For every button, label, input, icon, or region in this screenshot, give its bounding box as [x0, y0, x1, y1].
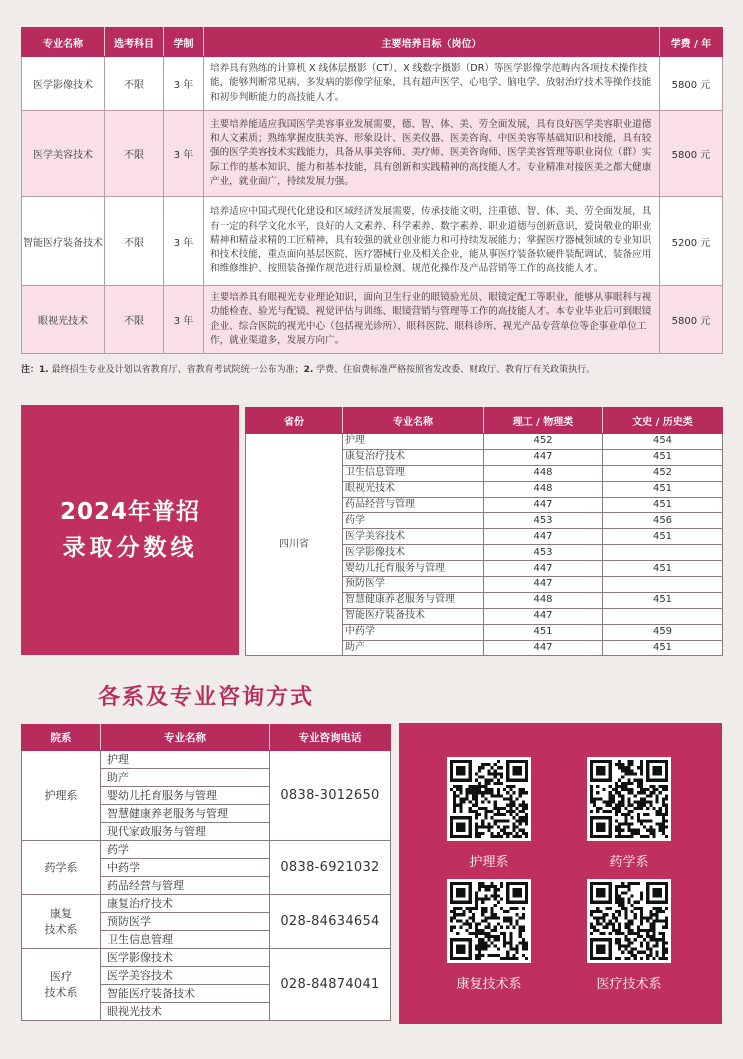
arts-score: 452	[603, 465, 723, 481]
major-cell: 卫生信息管理	[101, 931, 270, 949]
major-cell: 药学	[343, 513, 484, 529]
program-years: 3 年	[164, 111, 204, 197]
arts-score: 451	[603, 497, 723, 513]
table-row	[22, 949, 391, 967]
major-cell: 医学影像技术	[343, 545, 484, 561]
footnote-num-1: 1.	[39, 365, 49, 375]
arts-score: 451	[603, 640, 723, 656]
qr-card-medtech	[559, 879, 699, 992]
major-cell: 医学美容技术	[343, 529, 484, 545]
arts-score: 451	[603, 449, 723, 465]
program-goal: 培养具有熟练的计算机 X 线体层摄影（CT）、X 线数字摄影（DR）等医学影像学范畴内各项技术操作技能，能够判断常见病、多发病的影像学征象，具有超声医学、心电学、脑电学、放射治疗技术等操作技能和初步判断能力的高技能人才。	[204, 57, 660, 111]
major-cell: 婴幼儿托育服务与管理	[343, 561, 484, 577]
qr-pattern	[590, 882, 668, 960]
dept-cell: 康复 技术系	[22, 895, 101, 949]
footnote-text-1: 最终招生专业及计划以省教育厅、省教育考试院统一公布为准；	[48, 365, 304, 375]
science-score: 453	[484, 545, 603, 561]
science-score: 447	[484, 640, 603, 656]
science-score: 447	[484, 529, 603, 545]
program-fee: 5800 元	[660, 57, 723, 111]
table-row	[22, 841, 391, 859]
qr-code-icon[interactable]	[447, 879, 531, 963]
qr-pattern	[450, 760, 528, 838]
contact-table	[21, 724, 391, 1021]
major-cell: 康复治疗技术	[343, 449, 484, 465]
header-phone: 专业咨询电话	[270, 725, 391, 751]
qr-card-pharmacy	[559, 757, 699, 870]
header-subject: 选考科目	[105, 28, 164, 57]
qr-code-icon[interactable]	[587, 879, 671, 963]
arts-score	[603, 608, 723, 624]
program-subject: 不限	[105, 111, 164, 197]
program-years: 3 年	[164, 57, 204, 111]
arts-score: 451	[603, 529, 723, 545]
table-row	[22, 111, 723, 197]
program-fee: 5800 元	[660, 111, 723, 197]
table-row	[22, 751, 391, 769]
science-score: 447	[484, 449, 603, 465]
science-score: 448	[484, 481, 603, 497]
major-cell: 医学美容技术	[101, 967, 270, 985]
table-row	[246, 434, 723, 450]
score-table	[245, 407, 723, 656]
science-score: 447	[484, 608, 603, 624]
science-score: 448	[484, 465, 603, 481]
header-science: 理工 / 物理类	[484, 408, 603, 434]
header-province: 省份	[246, 408, 343, 434]
qr-pattern	[450, 882, 528, 960]
major-cell: 康复治疗技术	[101, 895, 270, 913]
arts-score	[603, 577, 723, 593]
program-name: 智能医疗装备技术	[22, 197, 105, 286]
qr-pattern	[590, 760, 668, 838]
arts-score: 451	[603, 481, 723, 497]
major-cell: 眼视光技术	[101, 1003, 270, 1021]
program-subject: 不限	[105, 286, 164, 354]
footnote	[21, 362, 741, 375]
major-cell: 卫生信息管理	[343, 465, 484, 481]
program-name: 医学影像技术	[22, 57, 105, 111]
header-years: 学制	[164, 28, 204, 57]
program-name: 医学美容技术	[22, 111, 105, 197]
science-score: 452	[484, 434, 603, 450]
phone-cell: 0838-6921032	[270, 841, 391, 895]
major-cell: 药品经营与管理	[101, 877, 270, 895]
major-cell: 预防医学	[101, 913, 270, 931]
qr-label: 护理系	[469, 855, 509, 870]
arts-score: 454	[603, 434, 723, 450]
qr-code-icon[interactable]	[447, 757, 531, 841]
qr-panel	[399, 723, 722, 1024]
footnote-num-2: 2.	[303, 365, 314, 375]
science-score: 447	[484, 497, 603, 513]
header-major: 专业名称	[101, 725, 270, 751]
major-cell: 中药学	[101, 859, 270, 877]
table-row	[22, 286, 723, 354]
qr-card-rehab	[419, 879, 559, 992]
science-score: 447	[484, 561, 603, 577]
contact-table-header	[22, 725, 391, 751]
qr-label: 康复技术系	[456, 977, 522, 992]
major-cell: 眼视光技术	[343, 481, 484, 497]
major-cell: 医学影像技术	[101, 949, 270, 967]
header-fee: 学费 / 年	[660, 28, 723, 57]
science-score: 448	[484, 592, 603, 608]
qr-code-icon[interactable]	[587, 757, 671, 841]
major-cell: 现代家政服务与管理	[101, 823, 270, 841]
footnote-text-2: 学费、住宿费标准严格按照省发改委、财政厅、教育厅有关政策执行。	[313, 365, 596, 375]
science-score: 453	[484, 513, 603, 529]
science-score: 447	[484, 577, 603, 593]
arts-score	[603, 545, 723, 561]
phone-cell: 0838-3012650	[270, 751, 391, 841]
qr-card-nursing	[419, 757, 559, 870]
major-cell: 药品经营与管理	[343, 497, 484, 513]
major-cell: 护理	[101, 751, 270, 769]
table-row	[22, 197, 723, 286]
program-goal: 主要培养具有眼视光专业理论知识，面向卫生行业的眼镜验光员、眼镜定配工等职业，能够从事眼科与视功能检查、验光与配镜、视觉评估与训练、眼镜营销与管理等工作的高技能人才。本专业毕业后可到眼镜企业、综合医院的视光中心（包括视光诊所）、眼科医院、眼科诊所、视光产品专营单位等企事业单位工作，就业渠道多，发展方向广。	[204, 286, 660, 354]
major-cell: 中药学	[343, 624, 484, 640]
score-title-line2: 录取分数线	[62, 535, 198, 561]
program-subject: 不限	[105, 197, 164, 286]
footnote-prefix: 注：	[21, 365, 40, 375]
program-table	[21, 27, 723, 354]
program-table-header	[22, 28, 723, 57]
program-goal: 培养适应中国式现代化建设和区域经济发展需要，传承技能文明，注重德、智、体、美、劳全面发展，具有一定的科学文化水平，良好的人文素养、科学素养、数字素养、职业道德与创新意识，爱岗敬业的职业精神和精益求精的工匠精神，具有较强的就业创业能力和可持续发展能力；掌握医疗器械领域的专业知识和技术技能，重点面向基层医院、医疗器械行业及相关企业，能从事医疗装备软硬件装配调试、装备应用和维修维护、按照装备操作规范进行质量检测、规范化操作及产品营销等工作的高技能人才。	[204, 197, 660, 286]
major-cell: 智能医疗装备技术	[343, 608, 484, 624]
major-cell: 预防医学	[343, 577, 484, 593]
arts-score: 456	[603, 513, 723, 529]
arts-score: 451	[603, 561, 723, 577]
major-cell: 护理	[343, 434, 484, 450]
major-cell: 婴幼儿托育服务与管理	[101, 787, 270, 805]
table-row	[22, 895, 391, 913]
dept-cell: 药学系	[22, 841, 101, 895]
major-cell: 智能医疗装备技术	[101, 985, 270, 1003]
table-row	[22, 57, 723, 111]
major-cell: 药学	[101, 841, 270, 859]
header-major: 专业名称	[22, 28, 105, 57]
header-goal: 主要培养目标（岗位）	[204, 28, 660, 57]
arts-score: 451	[603, 592, 723, 608]
qr-label: 医疗技术系	[596, 977, 662, 992]
program-subject: 不限	[105, 57, 164, 111]
program-fee: 5800 元	[660, 286, 723, 354]
phone-cell: 028-84634654	[270, 895, 391, 949]
dept-cell: 护理系	[22, 751, 101, 841]
program-fee: 5200 元	[660, 197, 723, 286]
header-major: 专业名称	[343, 408, 484, 434]
dept-cell: 医疗 技术系	[22, 949, 101, 1021]
science-score: 451	[484, 624, 603, 640]
program-name: 眼视光技术	[22, 286, 105, 354]
program-years: 3 年	[164, 286, 204, 354]
major-cell: 智慧健康养老服务与管理	[101, 805, 270, 823]
program-goal: 主要培养能适应我国医学美容事业发展需要，德、智、体、美、劳全面发展，具有良好医学美容职业道德和人文素质；熟练掌握皮肤美容、形象设计、医美仪器、医美咨询、中医美容等基础知识和技能，具有较强的医学美容技术实践能力，具备从事美容师、美疗师、医美咨询师、医学美容管理等职业岗位（群）实际工作的基本知识、能力和基本技能，具有创新和实践精神的高技能人才。专业精准对接医美之都大健康产业，就业面广，持续发展力强。	[204, 111, 660, 197]
phone-cell: 028-84874041	[270, 949, 391, 1021]
header-dept: 院系	[22, 725, 101, 751]
arts-score: 459	[603, 624, 723, 640]
major-cell: 助产	[343, 640, 484, 656]
consult-title: 各系及专业咨询方式	[97, 685, 314, 710]
header-arts: 文史 / 历史类	[603, 408, 723, 434]
score-title-box	[21, 405, 239, 655]
program-years: 3 年	[164, 197, 204, 286]
province-cell: 四川省	[246, 434, 343, 656]
qr-label: 药学系	[609, 855, 649, 870]
major-cell: 助产	[101, 769, 270, 787]
score-table-header	[246, 408, 723, 434]
major-cell: 智慧健康养老服务与管理	[343, 592, 484, 608]
score-title-line1: 2024年普招	[59, 499, 200, 525]
